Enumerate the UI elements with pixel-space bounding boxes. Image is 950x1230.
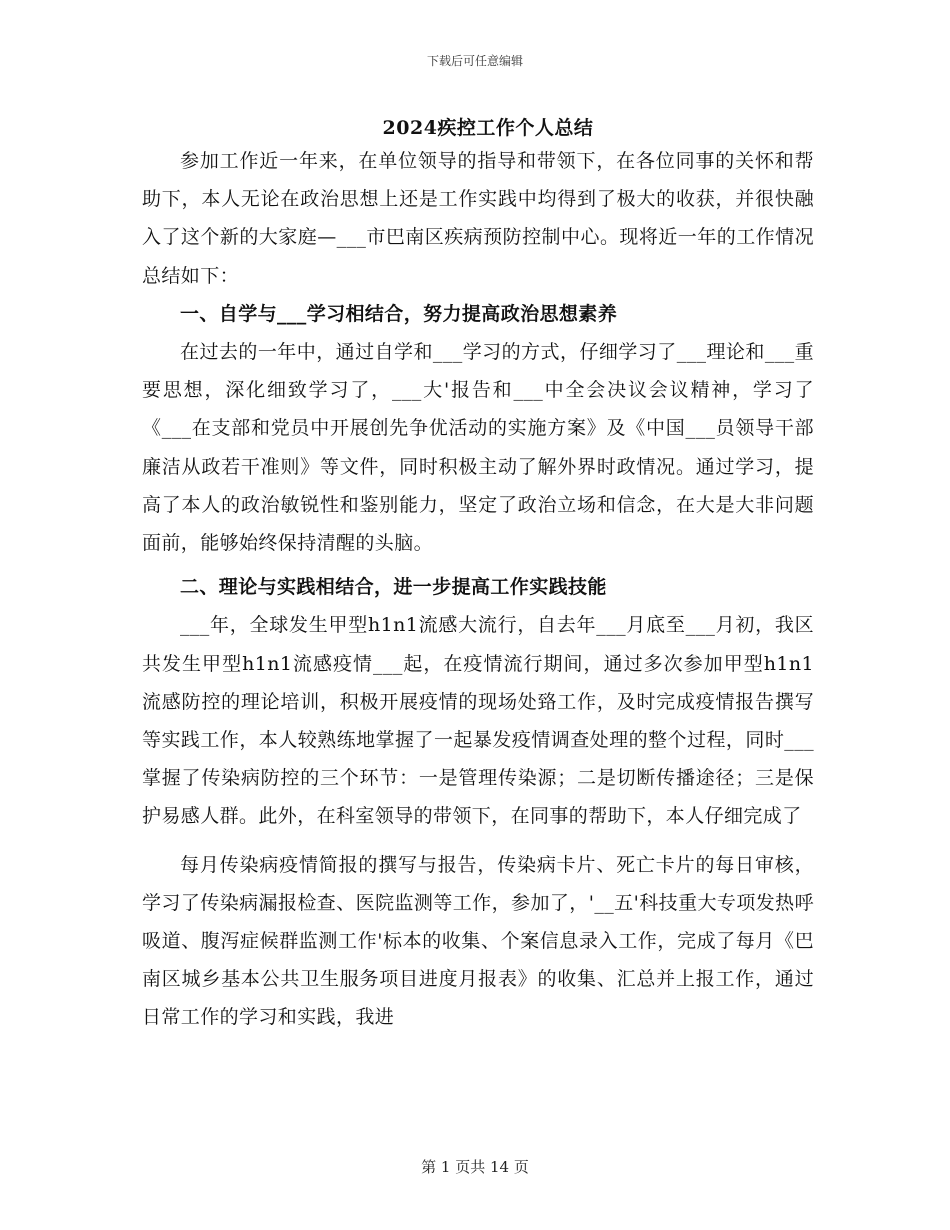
section-1-paragraph: 在过去的一年中，通过自学和___学习的方式，仔细学习了___理论和___重要思想，深化细致学习了，___大'报告和___中全会决议会议精神，学习了《___在支部和党员中开展创先争优活动的实施方案》及《中国___员领导干部廉洁从政若干准则》等文件，同时积极主动了解外界时政情况。通过学习，提高了本人的政治敏锐性和鉴别能力，坚定了政治立场和信念，在大是大非问题面前，能够始终保持清醒的头脑。: [142, 341, 814, 555]
page-footer: 第 1 页共 14 页: [421, 1158, 529, 1176]
page-header-note: 下载后可任意编辑: [426, 54, 523, 68]
section-3-paragraph: 每月传染病疫情简报的撰写与报告，传染病卡片、死亡卡片的每日审核，学习了传染病漏报检查、医院监测等工作，参加了，'__五'科技重大专项发热呼吸道、腹泻症候群监测工作'标本的收集、个案信息录入工作，完成了每月《巴南区城乡基本公共卫生服务项目进度月报表》的收集、汇总并上报工作，通过日常工作的学习和实践，我进: [142, 853, 814, 1029]
document-title: 2024疾控工作个人总结: [382, 117, 594, 139]
section-2-paragraph: ___年，全球发生甲型h1n1流感大流行，自去年___月底至___月初，我区共发生甲型h1n1流感疫情___起，在疫情流行期间，通过多次参加甲型h1n1流感防控的理论培训，积极开展疫情的现场处臵工作，及时完成疫情报告撰写等实践工作，本人较熟练地掌握了一起暴发疫情调查处理的整个过程，同时___掌握了传染病防控的三个环节：一是管理传染源；二是切断传播途径；三是保护易感人群。此外，在科室领导的带领下，在同事的帮助下，本人仔细完成了: [142, 614, 814, 828]
document-body: [142, 114, 814, 1037]
intro-paragraph: 参加工作近一年来，在单位领导的指导和带领下，在各位同事的关怀和帮助下，本人无论在政治思想上还是工作实践中均得到了极大的收获，并很快融入了这个新的大家庭—___市巴南区疾病预防控制中心。现将近一年的工作情况总结如下：: [142, 150, 814, 287]
section-heading-1: 一、自学与___学习相结合，努力提高政治思想素养: [180, 302, 618, 325]
section-heading-2: 二、理论与实践相结合，进一步提高工作实践技能: [180, 576, 607, 599]
